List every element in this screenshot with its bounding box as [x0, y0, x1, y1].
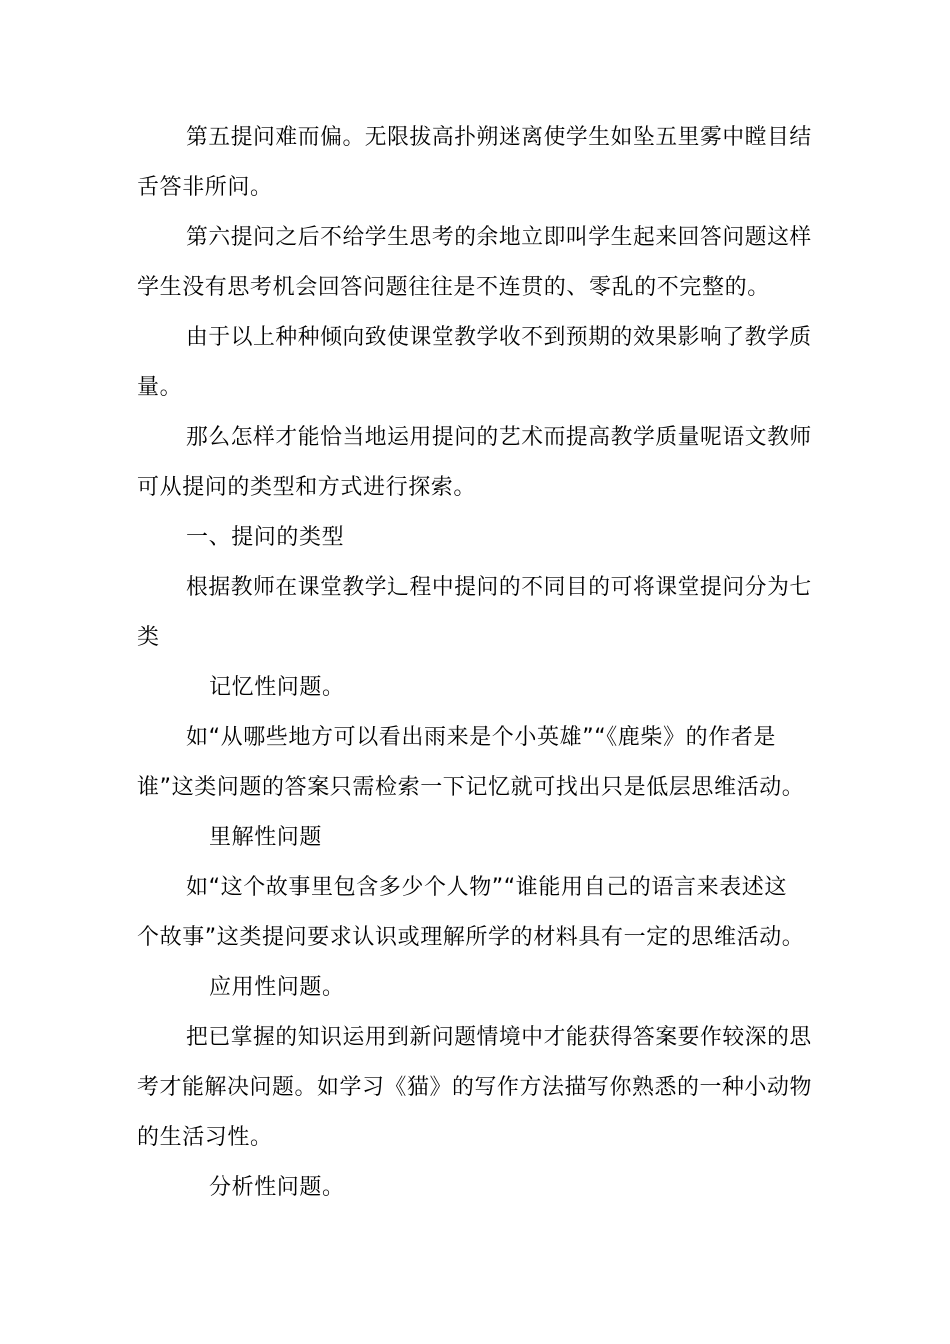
subheading: 里解性问题	[209, 825, 323, 850]
text-line: 根据教师在课堂教学辶程中提问的不同目的可将课堂提问分为七	[186, 575, 812, 600]
text-line: 第六提问之后不给学生思考的余地立即叫学生起来回答问题这样	[186, 225, 812, 250]
text-line: 个故事”这类提问要求认识或理解所学的材料具有一定的思维活动。	[137, 925, 805, 950]
subheading: 分析性问题。	[209, 1175, 345, 1200]
text-line: 如“这个故事里包含多少个人物”“谁能用自己的语言来表述这	[186, 875, 787, 900]
text-line: 谁”这类问题的答案只需检索一下记忆就可找出只是低层思维活动。	[137, 775, 805, 800]
subheading: 应用性问题。	[209, 975, 345, 1000]
text-line: 那么怎样才能恰当地运用提问的艺术而提高教学质量呢语文教师	[186, 425, 812, 450]
text-line: 量。	[137, 375, 183, 400]
section-heading: 一、提问的类型	[186, 525, 345, 550]
text-line: 第五提问难而偏。无限拔高扑朔迷离使学生如坠五里雾中瞠目结	[186, 125, 812, 150]
text-line: 的生活习性。	[137, 1125, 273, 1150]
text-line: 由于以上种种倾向致使课堂教学收不到预期的效果影响了教学质	[186, 325, 812, 350]
text-line: 把已掌握的知识运用到新问题情境中才能获得答案要作较深的思	[186, 1025, 812, 1050]
text-line: 类	[137, 625, 160, 650]
subheading: 记忆性问题。	[209, 675, 345, 700]
text-line: 学生没有思考机会回答问题往往是不连贯的、零乱的不完整的。	[137, 275, 770, 300]
text-line: 考才能解决问题。如学习《猫》的写作方法描写你熟悉的一种小动物	[137, 1075, 813, 1100]
text-line: 如“从哪些地方可以看出雨来是个小英雄”“《鹿柴》的作者是	[186, 725, 776, 750]
text-line: 舌答非所问。	[137, 175, 273, 200]
text-line: 可从提问的类型和方式进行探索。	[137, 475, 477, 500]
